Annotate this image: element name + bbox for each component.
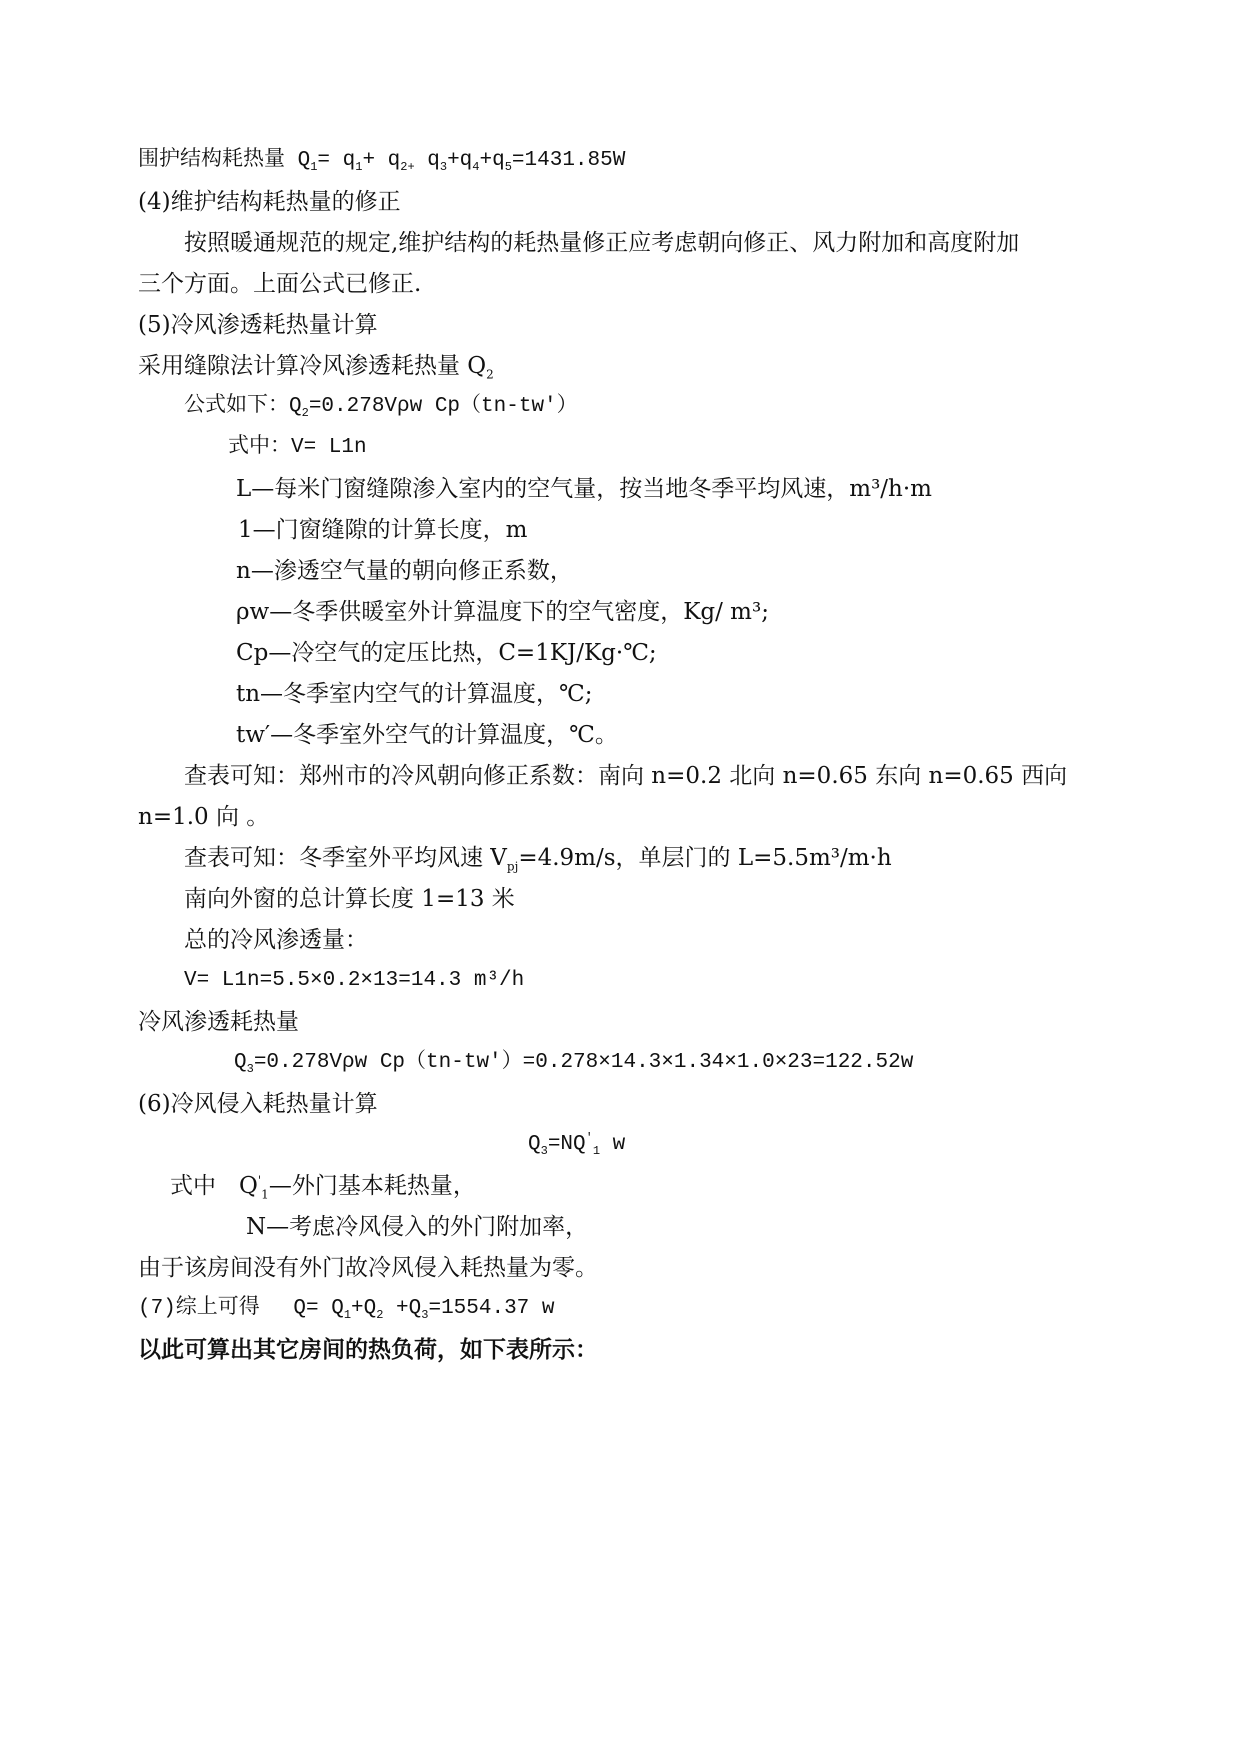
paragraph-correction-line2: 三个方面。上面公式已修正. [138, 271, 422, 297]
definition-N: N—考虑冷风侵入的外门附加率， [246, 1214, 589, 1240]
orientation-coefficients-line2: n=1.0 向 。 [138, 804, 270, 830]
orientation-coefficients-line1: 查表可知：郑州市的冷风朝向修正系数：南向 n=0.2 北向 n=0.65 东向 n=0.65 西向 [184, 763, 1068, 789]
infiltration-heat-equation: $Q_3=0.278V\rho w$ Cp（tn-tw′）=0.278×14.3×1.34×1.0×23=122.52w [234, 1051, 914, 1077]
definition-tw: tw′—冬季室外空气的计算温度，℃。 [236, 722, 618, 748]
table-intro-heading: 以此可算出其它房间的热负荷，如下表所示： [138, 1337, 598, 1363]
definition-L: L—每米门窗缝隙渗入室内的空气量，按当地冬季平均风速，m³/h·m [236, 476, 932, 502]
formula-line: 公式如下：$Q_2=0.278V\rho w$ Cp（tn-tw′） [184, 395, 578, 421]
definition-rho: ρw—冬季供暖室外计算温度下的空气密度，Kg/ m³; [236, 599, 769, 625]
window-length-line: 南向外窗的总计算长度 1=13 米 [184, 886, 515, 912]
total-heat-loss-line: 围护结构耗热量 $Q_1= q_1+ q_{2+}$ $q_3+q_4+q_5=1431.85W$ [138, 149, 626, 175]
summary-line: (7)综上可得 $Q= Q_1+Q_2 +Q_3=1554.37$ w [138, 1297, 555, 1323]
total-infiltration-label: 总的冷风渗透量： [184, 927, 368, 953]
definition-q1: 式中 $Q'_1—$外门基本耗热量， [170, 1173, 476, 1202]
paragraph-correction-line1: 按照暖通规范的规定,维护结构的耗热量修正应考虑朝向修正、风力附加和高度附加 [184, 230, 1020, 256]
section-heading-5: (5)冷风渗透耗热量计算 [138, 312, 378, 338]
wind-speed-line: 查表可知：冬季室外平均风速 $V_{pj}=4.9m/s$，单层门的 L=5.5m³/m·h [184, 845, 892, 874]
definition-n: n—渗透空气量的朝向修正系数， [236, 558, 573, 584]
infiltration-volume-line: V= L1n=5.5×0.2×13=14.3 m³/h [184, 969, 525, 992]
infiltration-heat-label: 冷风渗透耗热量 [138, 1009, 299, 1035]
no-door-note: 由于该房间没有外门故冷风侵入耗热量为零。 [138, 1255, 598, 1281]
definition-l: 1—门窗缝隙的计算长度，m [238, 517, 528, 543]
where-line: 式中：V= L1n [228, 436, 367, 459]
intrusion-formula: $Q_3=NQ'_1$ w [528, 1131, 626, 1159]
definition-tn: tn—冬季室内空气的计算温度，℃; [236, 681, 593, 707]
section-heading-6: (6)冷风侵入耗热量计算 [138, 1091, 378, 1117]
crack-method-line: 采用缝隙法计算冷风渗透耗热量 $Q_2$ [138, 353, 494, 382]
definition-cp: Cp—冷空气的定压比热，C=1KJ/Kg·℃; [236, 640, 657, 666]
section-heading-4: (4)维护结构耗热量的修正 [138, 189, 401, 215]
